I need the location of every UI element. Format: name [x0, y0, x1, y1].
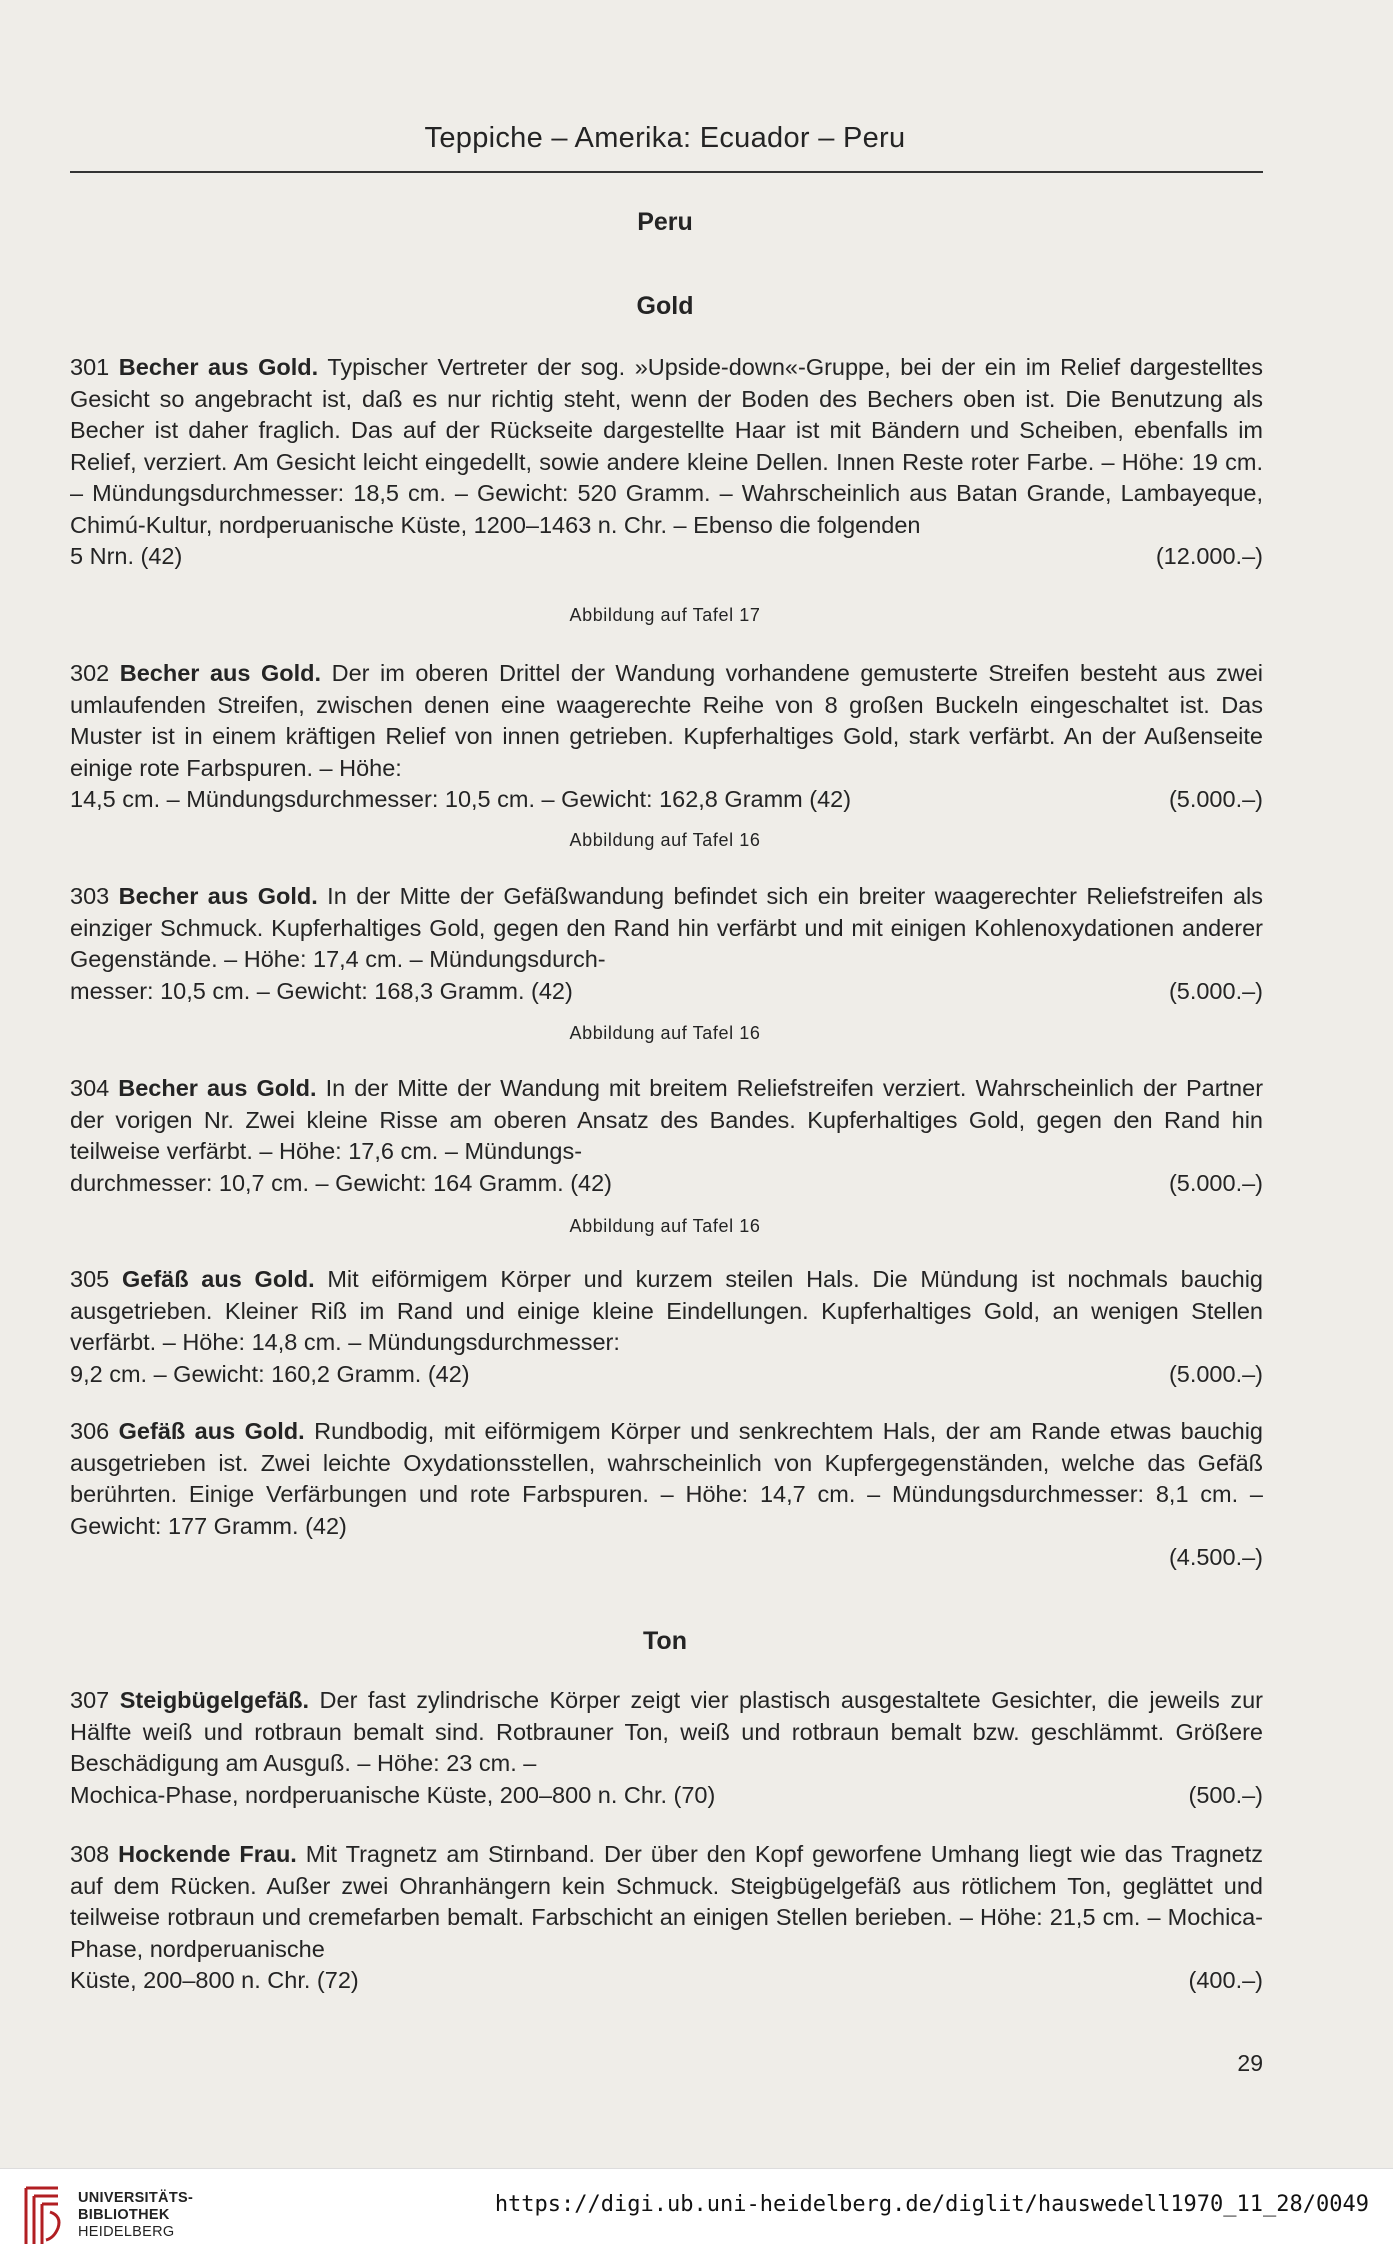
- entry-price: (4.500.–): [1168, 1544, 1263, 1570]
- entry-price: (5.000.–): [1168, 786, 1263, 812]
- entry-title: Becher aus Gold.: [119, 660, 322, 686]
- entry-text: In der Mitte der Wandung mit breitem Reliefstreifen verziert. Wahrscheinlich der Partner der vorigen Nr. Zwei kleine Risse am oberen Ansatz des Bandes. Kupferhaltiges Gold, gegen den Rand hin teilweise verfärbt. – Höhe: 17,6 cm. – Mündungs-: [70, 1075, 1264, 1164]
- catalog-entry-304: [70, 1073, 1263, 1199]
- entry-number: 306: [70, 1418, 110, 1444]
- entry-number: 305: [70, 1266, 110, 1292]
- entry-price: (12.000.–): [1155, 543, 1263, 569]
- entry-last-line: messer: 10,5 cm. – Gewicht: 168,3 Gramm. (42): [70, 977, 573, 1004]
- logo-line-1: UNIVERSITÄTS-: [78, 2190, 194, 2206]
- entry-last-line: 9,2 cm. – Gewicht: 160,2 Gramm. (42): [70, 1360, 470, 1387]
- illustration-caption: Abbildung auf Tafel 16: [569, 1023, 761, 1043]
- entry-last-line: durchmesser: 10,7 cm. – Gewicht: 164 Gramm. (42): [70, 1169, 612, 1196]
- entry-number: 303: [70, 883, 110, 909]
- catalog-entry-302: [70, 658, 1263, 816]
- entry-price: (5.000.–): [1168, 977, 1263, 1004]
- entry-price: (400.–): [1188, 1967, 1263, 1993]
- catalog-entry-307: [70, 1685, 1263, 1811]
- section-title-gold: Gold: [636, 292, 694, 320]
- entry-number: 302: [70, 660, 110, 686]
- entry-price: (500.–): [1188, 1781, 1263, 1808]
- catalog-entry-305: [70, 1264, 1263, 1390]
- page-number: 29: [1237, 2050, 1263, 2076]
- entry-text: Der fast zylindrische Körper zeigt vier plastisch ausgestaltete Gesichter, die jeweils zur Hälfte weiß und rotbraun bemalt sind. Rotbrauner Ton, weiß und rotbraun bemalt bzw. geschlämmt. Größere Beschädigung am Ausguß. – Höhe: 23 cm. –: [70, 1687, 1264, 1776]
- entry-text: Typischer Vertreter der sog. »Upside-down«-Gruppe, bei der ein im Relief dargestelltes Gesicht so angebracht ist, daß es nur richtig steht, wenn der Boden des Bechers oben ist. Die Benutzung als Becher ist daher fraglich. Das auf der Rückseite dargestellte Haar ist mit Bändern und Scheiben, ebenfalls im Relief, verziert. Am Gesicht leicht eingedellt, sowie andere kleine Dellen. Innen Reste roter Farbe. – Höhe: 19 cm. – Mündungsdurchmesser: 18,5 cm. – Gewicht: 520 Gramm. – Wahrscheinlich aus Batan Grande, Lambayeque, Chimú-Kultur, nordperuanische Küste, 1200–1463 n. Chr. – Ebenso die folgenden: [70, 354, 1263, 538]
- entry-text: Der im oberen Drittel der Wandung vorhandene gemusterte Streifen besteht aus zwei umlaufenden Streifen, zwischen denen eine waagerechte Reihe von 8 großen Buckeln eingeschaltet ist. Das Muster ist in einem kräftigen Relief von innen getrieben. Kupferhaltiges Gold, stark verfärbt. An der Außenseite einige rote Farbspuren. – Höhe:: [70, 660, 1264, 781]
- illustration-caption: Abbildung auf Tafel 16: [569, 1216, 761, 1236]
- entry-text: Mit eiförmigem Körper und kurzem steilen Hals. Die Mündung ist nochmals bauchig ausgetrieben. Kleiner Riß im Rand und einige kleine Eindellungen. Kupferhaltiges Gold, an wenigen Stellen verfärbt. – Höhe: 14,8 cm. – Mündungsdurchmesser:: [70, 1266, 1263, 1355]
- catalog-entry-301: [70, 352, 1263, 573]
- entry-price: (5.000.–): [1168, 1360, 1263, 1387]
- source-url-link[interactable]: https://digi.ub.uni-heidelberg.de/diglit/hauswedell1970_11_28/0049: [494, 2192, 1369, 2217]
- running-header: Teppiche – Amerika: Ecuador – Peru: [424, 122, 906, 154]
- illustration-caption: Abbildung auf Tafel 16: [569, 830, 761, 850]
- entry-title: Steigbügelgefäß.: [119, 1687, 310, 1713]
- entry-title: Gefäß aus Gold.: [118, 1418, 305, 1444]
- illustration-caption: Abbildung auf Tafel 17: [569, 605, 761, 625]
- entry-title: Gefäß aus Gold.: [121, 1266, 315, 1292]
- entry-text: Mit Tragnetz am Stirnband. Der über den Kopf geworfene Umhang liegt wie das Tragnetz auf dem Rücken. Außer zwei Ohranhängern kein Schmuck. Steigbügelgefäß aus rötlichem Ton, geglättet und teilweise rotbraun und cremefarben bemalt. Farbschicht an einigen Stellen berieben. – Höhe: 21,5 cm. – Mochica-Phase, nordperuanische: [70, 1841, 1264, 1962]
- header-rule: [70, 171, 1263, 173]
- entry-number: 301: [70, 354, 110, 380]
- library-logo-icon: [18, 2180, 68, 2252]
- section-title-ton: Ton: [643, 1627, 687, 1655]
- catalog-entry-306: [70, 1416, 1263, 1574]
- entry-text: In der Mitte der Gefäßwandung befindet sich ein breiter waagerechter Reliefstreifen als einziger Schmuck. Kupferhaltiges Gold, gegen den Rand hin verfärbt und mit einigen Kohlenoxydationen anderer Gegenstände. – Höhe: 17,4 cm. – Mündungsdurch-: [70, 883, 1264, 972]
- entry-last-line: 5 Nrn. (42): [70, 543, 183, 569]
- entry-text: Rundbodig, mit eiförmigem Körper und senkrechtem Hals, der am Rande etwas bauchig ausgetrieben ist. Zwei leichte Oxydationsstellen, wahrscheinlich von Kupfergegenständen, welche das Gefäß berührten. Einige Verfärbungen und rote Farbspuren. – Höhe: 14,7 cm. – Mündungsdurchmesser: 8,1 cm. – Gewicht: 177 Gramm. (42): [70, 1418, 1263, 1539]
- entry-price: (5.000.–): [1168, 1169, 1263, 1196]
- entry-title: Becher aus Gold.: [118, 883, 318, 909]
- entry-number: 307: [70, 1687, 110, 1713]
- entry-last-line: Mochica-Phase, nordperuanische Küste, 200–800 n. Chr. (70): [70, 1781, 716, 1808]
- entry-last-line: 14,5 cm. – Mündungsdurchmesser: 10,5 cm. – Gewicht: 162,8 Gramm (42): [70, 786, 852, 812]
- entry-last-line: Küste, 200–800 n. Chr. (72): [70, 1967, 359, 1993]
- library-logo-text: [78, 2190, 193, 2241]
- catalog-entry-308: [70, 1839, 1263, 1997]
- entry-number: 308: [70, 1841, 110, 1867]
- entry-title: Hockende Frau.: [118, 1841, 297, 1867]
- viewer-footer: [0, 2168, 1393, 2267]
- catalog-entry-303: [70, 881, 1263, 1007]
- logo-line-2: BIBLIOTHEK: [78, 2207, 170, 2223]
- logo-line-3: HEIDELBERG: [78, 2224, 175, 2240]
- entry-title: Becher aus Gold.: [118, 1075, 317, 1101]
- entry-title: Becher aus Gold.: [118, 354, 319, 380]
- entry-number: 304: [70, 1075, 110, 1101]
- section-title-peru: Peru: [637, 208, 693, 236]
